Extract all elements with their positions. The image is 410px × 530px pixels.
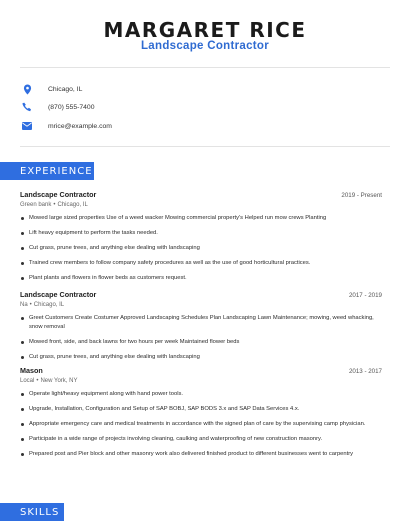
list-item: Operate light/heavy equipment along with hand power tools. bbox=[20, 390, 382, 399]
contact-email-text[interactable]: mrice@example.com bbox=[48, 122, 112, 130]
contact-location-text: Chicago, IL bbox=[48, 85, 83, 93]
job-bullets bbox=[20, 390, 382, 459]
contact-location bbox=[20, 82, 82, 96]
job-entry-3 bbox=[20, 366, 382, 465]
job-company: Na bbox=[20, 302, 28, 308]
experience-section-header: EXPERIENCE bbox=[0, 162, 94, 180]
job-entry-2 bbox=[20, 290, 382, 368]
contact-phone bbox=[20, 100, 94, 114]
job-location: Chicago, IL bbox=[33, 302, 65, 308]
list-item: Mowed front, side, and back lawns for two hours per week Maintained flower beds bbox=[20, 338, 382, 347]
job-dates: 2017 - 2019 bbox=[348, 292, 382, 299]
job-dates: 2013 - 2017 bbox=[348, 368, 382, 375]
job-company: Green bank bbox=[20, 202, 52, 208]
list-item: Greet Customers Create Costumer Approved Landscaping Schedules Plan Landscaping Lawn Maintenance; mowing, weed whacking, snow removal bbox=[20, 314, 382, 332]
phone-icon bbox=[20, 100, 34, 114]
list-item: Plant plants and flowers in flower beds as customers request. bbox=[20, 274, 382, 283]
contact-phone-text[interactable]: (870) 555-7400 bbox=[48, 103, 95, 111]
job-entry-1 bbox=[20, 190, 382, 289]
contact-email bbox=[20, 119, 112, 133]
job-company-location: Green bank • Chicago, IL bbox=[20, 202, 88, 208]
job-title: Landscape Contractor bbox=[20, 190, 97, 199]
job-title: Mason bbox=[20, 366, 43, 375]
location-pin-icon bbox=[20, 82, 34, 96]
job-title: Landscape Contractor bbox=[20, 290, 97, 299]
list-item: Cut grass, prune trees, and anything else dealing with landscaping bbox=[20, 353, 382, 362]
list-item: Lift heavy equipment to perform the tasks needed. bbox=[20, 229, 382, 238]
job-dates: 2019 - Present bbox=[341, 192, 382, 199]
list-item: Prepared post and Pier block and other masonry work also delivered finished product to different businesses went to carpentry bbox=[20, 450, 382, 459]
list-item: Trained crew members to follow company safety procedures as well as the use of good horticultural practices. bbox=[20, 259, 382, 268]
skills-section-header: SKILLS bbox=[0, 503, 64, 521]
job-bullets bbox=[20, 314, 382, 362]
job-bullets bbox=[20, 214, 382, 283]
list-item: Upgrade, Installation, Configuration and Setup of SAP BOBJ, SAP BODS 3.x and SAP Data Services 4.x. bbox=[20, 405, 382, 414]
header-divider bbox=[20, 67, 390, 68]
job-location: New York, NY bbox=[40, 378, 78, 384]
email-icon bbox=[20, 119, 34, 133]
list-item: Appropriate emergency care and medical treatments in accordance with the signed plan of care by the supervising camp physician. bbox=[20, 420, 382, 429]
list-item: Mowed large sized properties Use of a weed wacker Mowing commercial property's Helped run mow crews Planting bbox=[20, 214, 382, 223]
job-company: Local bbox=[20, 378, 35, 384]
job-location: Chicago, IL bbox=[57, 202, 88, 208]
candidate-name: MARGARET RICE bbox=[103, 18, 307, 42]
job-company-location: Local • New York, NY bbox=[20, 378, 78, 384]
list-item: Cut grass, prune trees, and anything else dealing with landscaping bbox=[20, 244, 382, 253]
candidate-title: Landscape Contractor bbox=[140, 40, 270, 52]
list-item: Participate in a wide range of projects involving cleaning, caulking and waterproofing of new construction masonry. bbox=[20, 435, 382, 444]
job-company-location: Na • Chicago, IL bbox=[20, 302, 65, 308]
contact-divider bbox=[20, 146, 390, 147]
